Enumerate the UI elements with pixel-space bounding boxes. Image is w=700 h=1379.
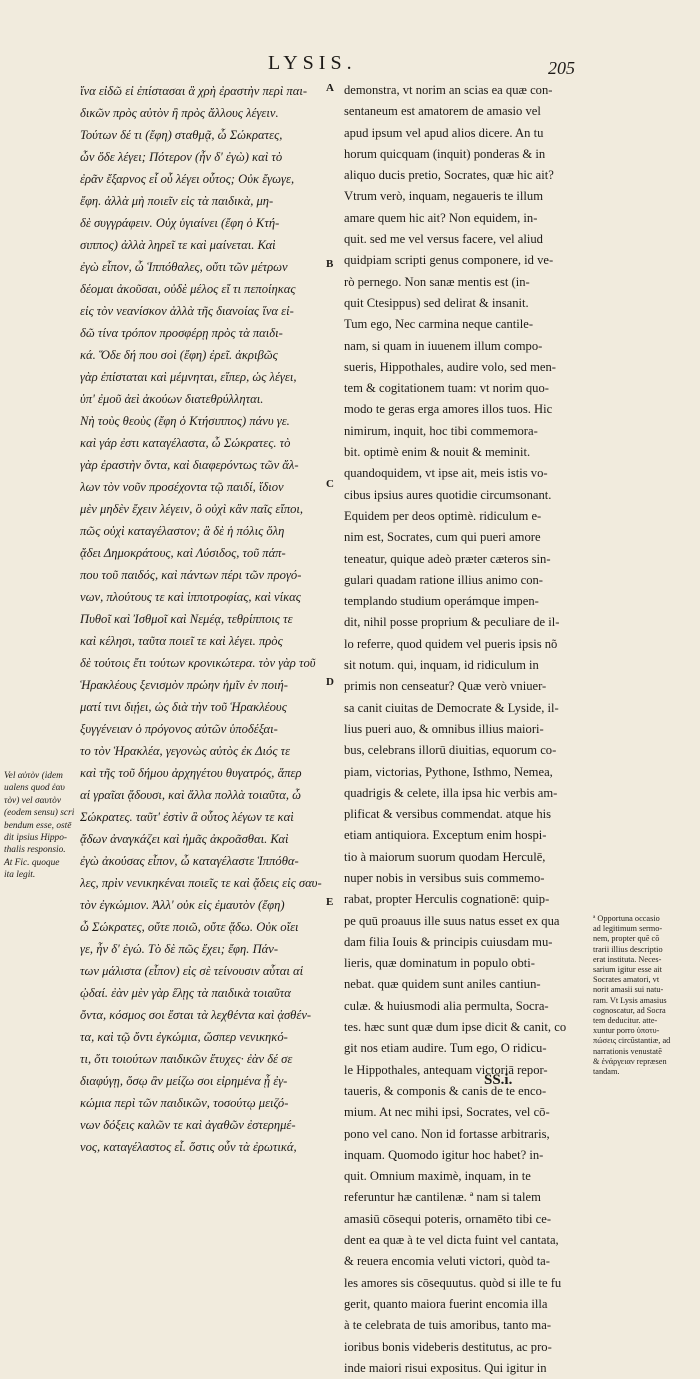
latin-line: tes. hæc sunt quæ dum ipse dicit & canit, co xyxy=(344,1020,567,1035)
latin-line: git nos etiam audire. Tum ego, O ridicu- xyxy=(344,1041,547,1056)
latin-line: Vtrum verò, inquam, negaueris te illum xyxy=(344,189,544,204)
latin-line: Tum ego, Nec carmina neque cantile- xyxy=(344,317,534,332)
greek-line: μὲν μηδὲν ἔχειν λέγειν, ὃ οὐχὶ κἂν παῖς εἴποι, xyxy=(80,502,304,516)
greek-line: γὰρ ἐραστὴν ὄντα, καὶ διαφερόντως τῶν ἄλ- xyxy=(80,458,299,472)
greek-line: δὲ συγγράφειν. Οὐχ ὑγιαίνει (ἔφη ὁ Κτή- xyxy=(80,216,280,230)
right-note-line: narrationis venustatē xyxy=(593,1046,662,1056)
greek-line: εἰς τὸν νεανίσκον ἀλλὰ τῆς διανοίας ἵνα εἰ- xyxy=(80,304,294,318)
latin-line: tio à maiorum suorum quodam Herculē, xyxy=(344,849,546,864)
latin-line: gerit, quanto maiora fuerint encomia illa xyxy=(344,1296,548,1311)
latin-line: gulari quadam ratione illius animo con- xyxy=(344,572,543,587)
greek-line: ᾄδει Δημοκράτους, καὶ Λύσιδος, τοῦ πάπ- xyxy=(80,546,286,560)
greek-line: ᾄδων ἀναγκάζει καὶ ἡμᾶς ἀκροᾶσθαι. Καὶ xyxy=(80,832,289,846)
latin-line: nebat. quæ quidem sunt aniles cantiun- xyxy=(344,977,541,992)
right-note-line: erat instituta. Neces- xyxy=(593,954,662,964)
right-note-line: xuntur porro ὑποτυ- xyxy=(593,1026,660,1036)
greek-line: ὧν ὅδε λέγει; Πότερον (ἦν δ' ἐγὼ) καὶ τὸ xyxy=(80,150,283,164)
latin-line: mium. At nec mihi ipsi, Socrates, vel cō- xyxy=(344,1105,550,1120)
right-note-line: Socrates amatori, vt xyxy=(593,975,660,985)
latin-line: pono vel cano. Non id fortasse arbitraris, xyxy=(344,1126,550,1141)
greek-line: δὲ τούτοις ἔτι τούτων κρονικώτερα. τὸν γὰρ τοῦ xyxy=(80,656,316,670)
latin-line: amare quem hic ait? Non equidem, in- xyxy=(344,210,538,225)
latin-line: pe quū proauus ille suus natus esset ex qua xyxy=(344,913,560,928)
latin-line: amasiū cōsequi poteris, ornamēto tibi ce- xyxy=(344,1211,552,1226)
right-note-line: cognoscatur, ad Socra xyxy=(593,1005,666,1015)
latin-line: bus, celebrans illorū diuitias, equorum co- xyxy=(344,743,557,758)
greek-line: πῶς οὐχὶ καταγέλαστον; ἃ δὲ ἡ πόλις ὅλη xyxy=(80,524,285,538)
latin-line: nam, si quam in iuuenem illum compo- xyxy=(344,338,543,353)
latin-line: nim est, Socrates, cum qui pueri amore xyxy=(344,530,541,545)
greek-line: διαφύγῃ, ὅσῳ ἂν μείζω σοι εἰρημένα ᾖ ἐγ- xyxy=(80,1074,288,1088)
latin-line: sit notum. qui, inquam, id ridiculum in xyxy=(344,658,539,673)
greek-line: δικῶν πρὸς αὐτὸν ἢ πρὸς ἄλλους λέγειν. xyxy=(80,106,279,120)
greek-line: τα, καὶ τῷ ὄντι ἐγκώμια, ὥσπερ νενικηκό- xyxy=(80,1030,288,1044)
right-note-line: ram. Vt Lysis amasius xyxy=(593,995,667,1005)
signature-mark: SS.i. xyxy=(484,1072,513,1088)
greek-line: ὄντα, κόσμος σοι ἔσται τὰ λεχθέντα καὶ ᾀσθέν- xyxy=(80,1008,312,1022)
greek-line: Σώκρατες. ταῦτ' ἐστὶν ἃ οὗτος λέγων τε καὶ xyxy=(80,810,294,824)
latin-line: bit. optimè enim & nouit & meminit. xyxy=(344,445,531,460)
latin-line: culæ. & huiusmodi alia permulta, Socra- xyxy=(344,998,549,1013)
latin-line: sa canit ciuitas de Democrate & Lyside, il- xyxy=(344,700,559,715)
latin-line: horum quicquam (inquit) ponderas & in xyxy=(344,146,546,161)
latin-line: templando studium operámque impen- xyxy=(344,594,539,609)
greek-line: ἐγὼ ἀκούσας εἶπον, ὦ καταγέλαστε Ἱππόθα- xyxy=(80,854,299,868)
latin-line: à te celebrata de tuis amoribus, tanto ma- xyxy=(344,1318,552,1333)
greek-line: ἔφη. ἀλλὰ μὴ ποιεῖν εἰς τὰ παιδικὰ, μη- xyxy=(80,194,274,208)
greek-line: ματί τινι διῄει, ὡς διὰ τὴν τοῦ Ἡρακλέους xyxy=(80,700,287,714)
greek-line: λων τὸν νοῦν προσέχοντα τῷ παιδί, ἴδιον xyxy=(80,480,284,494)
latin-line: quit. sed me vel versus facere, vel aliud xyxy=(344,232,543,247)
latin-line: & reuera encomia veluti victori, quòd ta- xyxy=(344,1254,550,1269)
latin-line: quadrigis & celete, illa ipsa hic verbis am- xyxy=(344,785,558,800)
left-note-line: bendum esse, ostē xyxy=(4,820,72,831)
latin-line: aliquo ducis pretio, Socrates, quæ hic ait? xyxy=(344,168,554,183)
section-letter: B xyxy=(326,258,334,270)
right-note-line: ad legitimum sermo- xyxy=(593,924,663,934)
greek-line: ὦ Σώκρατες, οὔτε ποιῶ, οὔτε ᾄδω. Οὐκ οἴει xyxy=(80,920,299,934)
latin-line: cibus ipsius aures quotidie circumsonant. xyxy=(344,487,552,502)
greek-line: δῶ τίνα τρόπον προσφέρῃ πρὸς τὰ παιδι- xyxy=(80,326,283,340)
greek-line: γὰρ ἐπίσταται καὶ μέμνηται, εἴπερ, ὡς λέγει, xyxy=(80,370,297,384)
greek-line: αἱ γραῖαι ᾄδουσι, καὶ ἄλλα πολλὰ τοιαῦτα, ὦ xyxy=(80,788,302,802)
latin-line: tem & cogitationem tuam: vt norim quo- xyxy=(344,381,549,396)
latin-line: quit. Omnium maximè, inquam, in te xyxy=(344,1169,531,1184)
left-note-line: At Fic. quoque xyxy=(4,857,60,868)
greek-line: νων, πλούτους τε καὶ ἱπποτροφίας, καὶ νίκας xyxy=(80,590,301,604)
latin-line: piam, victorias, Pythone, Isthmo, Nemea, xyxy=(344,764,553,779)
latin-line: nimirum, inquit, hoc tibi commemora- xyxy=(344,423,538,438)
latin-line: referuntur hæ cantilenæ. ª nam si talem xyxy=(344,1190,541,1205)
section-letter: C xyxy=(326,478,334,490)
latin-line: quit Ctesippus) sed delirat & insanit. xyxy=(344,295,529,310)
running-title: LYSIS. xyxy=(268,52,357,74)
latin-line: lius pueri auo, & omnibus illius maiori- xyxy=(344,721,544,736)
greek-line: τὸν ἐγκώμιον. Ἀλλ' οὐκ εἰς ἐμαυτὸν (ἔφη) xyxy=(80,898,285,912)
greek-line: Τούτων δέ τι (ἔφη) σταθμᾷ, ὦ Σώκρατες, xyxy=(80,128,283,142)
latin-line: dam filia Iouis & principis cuiusdam mu- xyxy=(344,934,553,949)
greek-line: καὶ κέλησι, ταῦτα ποιεῖ τε καὶ λέγει. πρὸς xyxy=(80,634,283,648)
greek-line: Ἡρακλέους ξενισμὸν πρώην ἡμῖν ἐν ποιή- xyxy=(80,678,288,692)
greek-line: ἵνα εἰδῶ εἰ ἐπίστασαι ἃ χρὴ ἐραστὴν περὶ παι- xyxy=(80,84,308,98)
left-note-line: thalis responsio. xyxy=(4,845,66,856)
section-letter: A xyxy=(326,82,334,94)
latin-line: sentaneum est amatorem de amasio vel xyxy=(344,104,541,119)
right-note-line: sarium igitur esse ait xyxy=(593,965,662,975)
greek-line: γε, ἦν δ' ἐγώ. Τὸ δὲ πῶς ἔχει; ἔφη. Πάν- xyxy=(80,942,279,956)
latin-line: taueris, & componis & canis de te enco- xyxy=(344,1083,547,1098)
left-note-line: (eodem sensu) scri xyxy=(4,808,75,819)
greek-line: που τοῦ παιδός, καὶ πάντων πέρι τῶν προγό- xyxy=(80,568,302,582)
greek-line: ὑπ' ἐμοῦ ἀεὶ ἀκούων διατεθρύλληται. xyxy=(80,392,264,406)
greek-line: κώμια περὶ τῶν παιδικῶν, τοσούτῳ μειζό- xyxy=(80,1096,289,1110)
latin-line: dit, nihil posse proprium & peculiare de il- xyxy=(344,615,560,630)
latin-line: teneatur, quique adeò præter cæteros sin- xyxy=(344,551,551,566)
left-note-line: dit ipsius Hippo- xyxy=(4,833,68,844)
greek-line: των μάλιστα (εἶπον) εἰς σὲ τείνουσιν αὗται αἱ xyxy=(80,964,304,978)
latin-line: quidpiam scripti genus componere, id ve- xyxy=(344,253,554,268)
latin-line: demonstra, vt norim an scias ea quæ con- xyxy=(344,83,553,97)
latin-line: le Hippothales, antequam victoriā repor- xyxy=(344,1062,548,1077)
latin-line: nuper nobis in versibus suis commemo- xyxy=(344,870,545,885)
latin-line: rabat, propter Herculis cognationē: quip- xyxy=(344,892,550,907)
greek-line: λες, πρὶν νενικηκέναι ποιεῖς τε καὶ ᾄδεις εἰς σαυ- xyxy=(80,876,322,890)
greek-line: κά. Ὅδε δή που σοὶ (ἔφη) ἐρεῖ. ἀκριβῶς xyxy=(80,348,278,362)
latin-line: inde maiori risui expositus. Qui igitur in xyxy=(344,1360,547,1375)
left-note-line: τὸν) vel σαυτὸν xyxy=(4,795,61,806)
greek-line: ἐρᾶν ἔξαρνος εἶ οὗ λέγει οὗτος; Οὐκ ἔγωγε, xyxy=(80,172,295,186)
left-note-line: ualens quod ἐαυ xyxy=(4,783,65,794)
latin-line: plificat & versibus commendat. atque his xyxy=(344,807,552,822)
greek-line: Νὴ τοὺς θεοὺς (ἔφη ὁ Κτήσιππος) πάνυ γε. xyxy=(80,414,290,428)
latin-line: primis non censeatur? Quæ verò vniuer- xyxy=(344,679,547,694)
right-note-line: ª Opportuna occasio xyxy=(593,914,660,923)
latin-line: lieris, quæ dominatum in populo obti- xyxy=(344,956,535,971)
greek-line: καὶ τῆς τοῦ δήμου ἀρχηγέτου θυγατρός, ἅπερ xyxy=(80,766,302,780)
right-note-line: tem deducitur. atte- xyxy=(593,1016,658,1026)
latin-line: lo referre, quod quidem vel pueris ipsis nõ xyxy=(344,636,558,651)
left-note-line: ita legit. xyxy=(4,870,36,881)
latin-line: inquam. Quomodo igitur hoc habet? in- xyxy=(344,1147,544,1162)
latin-line: quandoquidem, vt ipse ait, meis istis vo- xyxy=(344,466,548,481)
greek-line: Πυθοῖ καὶ Ἰσθμοῖ καὶ Νεμέᾳ, τεθρίπποις τε xyxy=(80,612,293,626)
greek-line: καὶ γάρ ἐστι καταγέλαστα, ὦ Σώκρατες. τὸ xyxy=(80,436,291,450)
left-note-line: Vel αὐτὸν (idem xyxy=(4,771,63,781)
page-number: 205 xyxy=(548,58,575,78)
latin-line: les amores sis cōsequutus. quòd si ille te fu xyxy=(344,1275,562,1290)
greek-line: σιππος) ἀλλὰ ληρεῖ τε καὶ μαίνεται. Καὶ xyxy=(80,238,276,252)
greek-line: ἐγὼ εἶπον, ὦ Ἱππόθαλες, οὔτι τῶν μέτρων xyxy=(80,260,288,274)
section-letter: E xyxy=(326,896,334,908)
greek-line: ξυγγένειαν ὁ πρόγονος αὐτῶν ὑποδέξαι- xyxy=(80,722,278,736)
greek-text-column xyxy=(80,80,324,1158)
greek-line: δέομαι ἀκοῦσαι, οὐδὲ μέλος εἴ τι πεποίηκας xyxy=(80,282,296,296)
latin-line: etiam antiquiora. Exceptum enim hospi- xyxy=(344,828,547,843)
section-letter: D xyxy=(326,676,334,688)
left-margin-note xyxy=(4,770,78,882)
greek-line: νος, καταγέλαστος εἶ. ὅστις οὖν τὰ ἐρωτικά, xyxy=(80,1140,297,1154)
latin-line: modo te geras erga amores illos tuos. Hic xyxy=(344,402,553,417)
latin-line: rò pernego. Non sanæ mentis est (in- xyxy=(344,274,530,289)
right-note-line: & ἐνάργειαν repræsen xyxy=(593,1056,667,1066)
right-margin-note xyxy=(593,914,697,1077)
latin-line: apud ipsum vel apud alios dicere. An tu xyxy=(344,125,544,140)
right-note-line: trarii illius descriptio xyxy=(593,944,663,954)
right-note-line: nem, propter quē cō xyxy=(593,934,660,944)
right-note-line: tandam. xyxy=(593,1067,620,1077)
latin-line: dent ea quæ à te vel dicta fuint vel cantata, xyxy=(344,1233,559,1248)
latin-line: ioribus bonis videberis destitutus, ac pro- xyxy=(344,1339,552,1354)
latin-line: Equidem per deos optimè. ridiculum e- xyxy=(344,508,542,523)
right-note-line: norit amasii sui natu- xyxy=(593,985,664,995)
greek-line: τι, ὅτι τοιούτων παιδικῶν ἔτυχες· ἐὰν δέ σε xyxy=(80,1052,293,1066)
right-note-line: πώσεις circūstantiæ, ad xyxy=(593,1036,671,1046)
latin-line: sueris, Hippothales, audire volo, sed men- xyxy=(344,359,556,374)
latin-translation-column xyxy=(344,80,580,1379)
greek-line: το τὸν Ἡρακλέα, γεγονὼς αὐτὸς ἐκ Διός τε xyxy=(80,744,291,758)
greek-line: νων δόξεις καλῶν τε καὶ ἀγαθῶν ἐστερημέ- xyxy=(80,1118,296,1132)
greek-line: ᾠδαί. ἐὰν μὲν γὰρ ἕλῃς τὰ παιδικὰ τοιαῦτα xyxy=(80,986,291,1000)
